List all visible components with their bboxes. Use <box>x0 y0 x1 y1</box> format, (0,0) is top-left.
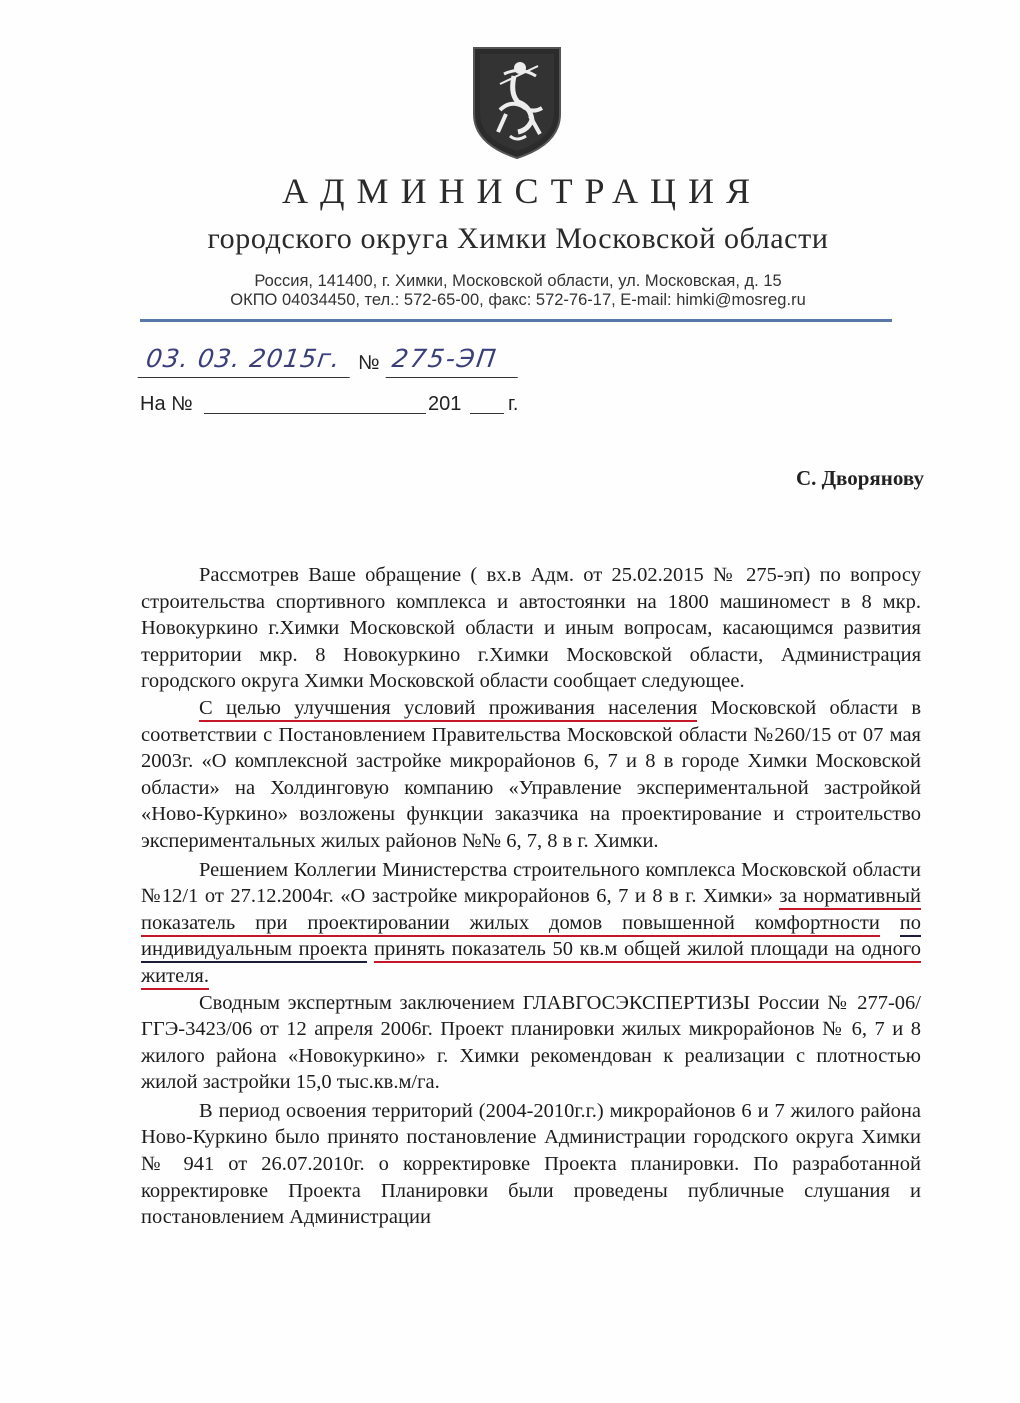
highlight-underline: С целью улучшения условий проживания населения <box>199 697 697 722</box>
coat-of-arms-emblem <box>470 44 564 162</box>
organization-title: АДМИНИСТРАЦИЯ <box>282 171 762 211</box>
highlight-underline-dark: по индивидуальным проекта <box>141 912 921 964</box>
highlight-underline: принять показатель 50 кв.м общей жилой площади на одного жителя. <box>141 938 921 990</box>
paragraph-2 <box>141 695 921 855</box>
reply-reference-label: На № <box>140 393 193 415</box>
paragraph-1: Рассмотрев Ваше обращение ( вх.в Адм. от 25.02.2015 № 275-эп) по вопросу строительства спортивного комплекса и автостоянки на 1800 машиномест в 8 мкр. Новокуркино г.Химки Московской области и иным вопросам, касающимся развития территории мкр. 8 Новокуркино г.Химки Московской области, Администрация городского округа Химки Московской области сообщает следующее. <box>141 564 921 693</box>
paragraph-3-space <box>880 912 900 934</box>
addressee: С. Дворянову <box>795 466 924 490</box>
organization-subtitle: городского округа Химки Московской области <box>207 222 829 255</box>
paragraph-4: Сводным экспертным заключением ГЛАВГОСЭКСПЕРТИЗЫ России № 277-06/ГГЭ-3423/06 от 12 апреля 2006г. Проект планировки жилых микрорайонов № 6, 7 и 8 жилого района «Новокуркино» г. Химки рекомендован к реализации с плотностью жилой застройки 15,0 тыс.кв.м/га. <box>141 991 921 1094</box>
paragraph-2-text: Московской области в соответствии с Постановлением Правительства Московской области №260/15 от 07 мая 2003г. «О комплексной застройке микрорайонов 6, 7 и 8 в городе Химки Московской области» на Холдинговую компанию «Управление экспериментальной застройкой «Ново-Куркино» возложены функции заказчика на проектирование и строительство экспериментальных жилых районов №№ 6, 7, 8 в г. Химки. <box>141 696 922 852</box>
paragraph-5: В период освоения территорий (2004-2010г.г.) микрорайонов 6 и 7 жилого района Ново-Куркино было принято постановление Администрации городского округа Химки № 941 от 26.07.2010г. о корректировке Проекта планировки. По разработанной корректировке Проекта Планировки были проведены публичные слушания и постановлением Администрации <box>141 1099 921 1229</box>
registration-number-label: № <box>358 352 380 374</box>
highlight-underline: за нормативный показатель при проектировании жилых домов повышенной комфортности <box>141 885 921 937</box>
registration-row <box>140 344 560 384</box>
address-line: Россия, 141400, г. Химки, Московской области, ул. Московская, д. 15 <box>254 272 782 290</box>
reply-year-suffix: г. <box>508 393 519 415</box>
reply-year-blank <box>470 413 504 414</box>
reply-year-label: 201 <box>428 393 462 415</box>
letter-body <box>141 562 921 1231</box>
contacts-line: ОКПО 04034450, тел.: 572-65-00, факс: 572-76-17, E-mail: himki@mosreg.ru <box>230 291 806 309</box>
reply-reference-row <box>140 393 560 423</box>
paragraph-3-text: Решением Коллегии Министерства строительного комплекса Московской области №12/1 от 27.12.2004г. «О застройке микрорайонов 6, 7 и 8 в г. Химки» <box>141 858 921 908</box>
header-divider <box>140 319 892 322</box>
registration-date: 03. 03. 2015г. <box>138 344 355 378</box>
registration-number: 275-ЭП <box>386 344 523 378</box>
paragraph-3 <box>141 857 921 990</box>
reply-number-blank <box>204 413 426 414</box>
